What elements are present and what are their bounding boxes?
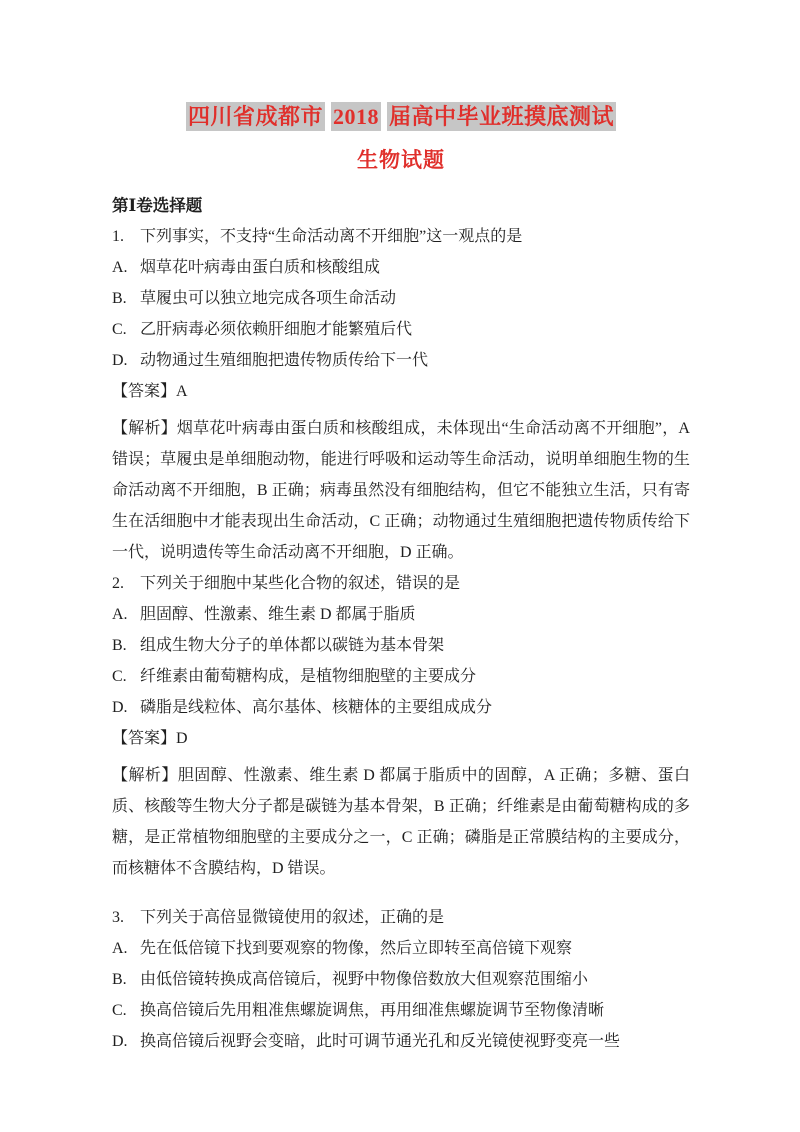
question-2-stem xyxy=(112,574,690,593)
option-text: 由低倍镜转换成高倍镜后，视野中物像倍数放大但观察范围缩小 xyxy=(140,971,589,988)
question-number: 3. xyxy=(112,909,124,926)
option-text: 先在低倍镜下找到要观察的物像，然后立即转至高倍镜下观察 xyxy=(140,940,573,957)
option-letter: D. xyxy=(112,699,128,716)
option-letter: A. xyxy=(112,606,128,623)
question-3-option-b xyxy=(112,970,690,989)
answer-tag: 【答案】 xyxy=(112,730,177,747)
option-letter: C. xyxy=(112,1002,127,1019)
question-3-option-d xyxy=(112,1032,690,1051)
question-1-option-c xyxy=(112,320,690,339)
question-2 xyxy=(112,574,690,884)
question-3-option-c xyxy=(112,1001,690,1020)
question-1-option-a xyxy=(112,258,690,277)
option-text: 动物通过生殖细胞把遗传物质传给下一代 xyxy=(140,352,429,369)
analysis-tag: 【解析】 xyxy=(112,420,177,437)
question-number: 1. xyxy=(112,228,124,245)
question-2-analysis xyxy=(112,760,690,884)
option-letter: D. xyxy=(112,1033,128,1050)
question-1-option-d xyxy=(112,351,690,370)
option-text: 换高倍镜后先用粗准焦螺旋调焦，再用细准焦螺旋调节至物像清晰 xyxy=(140,1002,605,1019)
section-heading: 第Ⅰ卷选择题 xyxy=(112,196,203,215)
title-segment-region: 四川省成都市 xyxy=(187,104,323,129)
question-3-stem xyxy=(112,908,690,927)
analysis-text: 胆固醇、性激素、维生素 D 都属于脂质中的固醇，A 正确；多糖、蛋白质、核酸等生物大分子都是碳链为基本骨架，B 正确；纤维素是由葡萄糖构成的多糖，是正常植物细胞壁的主要成分之一，C 正确；磷脂是正常膜结构的主要成分，而核糖体不含膜结构，D 错误。 xyxy=(112,767,690,877)
question-stem-text: 下列关于高倍显微镜使用的叙述，正确的是 xyxy=(140,909,445,926)
option-text: 烟草花叶病毒由蛋白质和核酸组成 xyxy=(140,259,381,276)
question-2-option-c xyxy=(112,667,690,686)
answer-value: A xyxy=(176,383,188,400)
answer-tag: 【答案】 xyxy=(112,383,177,400)
analysis-tag: 【解析】 xyxy=(112,767,178,784)
option-text: 乙肝病毒必须依赖肝细胞才能繁殖后代 xyxy=(140,321,413,338)
option-letter: D. xyxy=(112,352,128,369)
question-1-answer xyxy=(112,382,690,401)
option-text: 草履虫可以独立地完成各项生命活动 xyxy=(140,290,397,307)
option-letter: C. xyxy=(112,668,127,685)
question-2-option-a xyxy=(112,605,690,624)
analysis-text: 烟草花叶病毒由蛋白质和核酸组成，未体现出“生命活动离不开细胞”，A 错误；草履虫是单细胞动物，能进行呼吸和运动等生命活动，说明单细胞生物的生命活动离不开细胞，B 正确；病毒虽然没有细胞结构，但它不能独立生活，只有寄生在活细胞中才能表现出生命活动，C 正确；动物通过生殖细胞把遗传物质传给下一代，说明遗传等生命活动离不开细胞，D 正确。 xyxy=(112,420,690,561)
question-3-option-a xyxy=(112,939,690,958)
title-segment-exam: 届高中毕业班摸底测试 xyxy=(389,104,615,129)
option-letter: B. xyxy=(112,971,127,988)
title-segment-year: 2018 xyxy=(333,104,379,129)
document-title xyxy=(112,103,690,131)
option-letter: A. xyxy=(112,940,128,957)
option-letter: C. xyxy=(112,321,127,338)
question-stem-text: 下列事实，不支持“生命活动离不开细胞”这一观点的是 xyxy=(140,228,523,245)
question-2-option-d xyxy=(112,698,690,717)
option-letter: A. xyxy=(112,259,128,276)
option-text: 磷脂是线粒体、高尔基体、核糖体的主要组成成分 xyxy=(140,699,493,716)
answer-value: D xyxy=(176,730,188,747)
question-1-analysis xyxy=(112,413,690,568)
option-text: 纤维素由葡萄糖构成，是植物细胞壁的主要成分 xyxy=(140,668,477,685)
question-stem-text: 下列关于细胞中某些化合物的叙述，错误的是 xyxy=(140,575,461,592)
option-text: 组成生物大分子的单体都以碳链为基本骨架 xyxy=(140,637,445,654)
question-2-answer xyxy=(112,729,690,748)
option-letter: B. xyxy=(112,290,127,307)
question-1 xyxy=(112,227,690,568)
option-letter: B. xyxy=(112,637,127,654)
question-number: 2. xyxy=(112,575,124,592)
question-1-stem xyxy=(112,227,690,246)
option-text: 胆固醇、性激素、维生素 D 都属于脂质 xyxy=(140,606,416,623)
document-subtitle: 生物试题 xyxy=(357,148,445,172)
question-3 xyxy=(112,908,690,1051)
option-text: 换高倍镜后视野会变暗，此时可调节通光孔和反光镜使视野变亮一些 xyxy=(140,1033,621,1050)
question-1-option-b xyxy=(112,289,690,308)
question-2-option-b xyxy=(112,636,690,655)
